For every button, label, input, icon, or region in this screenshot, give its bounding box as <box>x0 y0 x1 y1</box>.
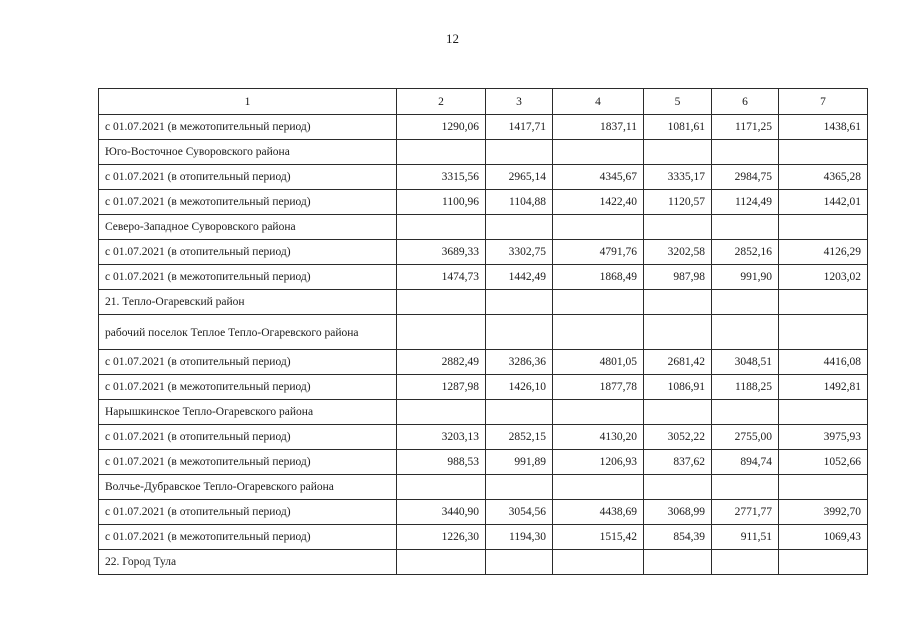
cell-value <box>397 140 486 165</box>
table-row <box>99 265 868 290</box>
cell-value: 1290,06 <box>397 115 486 140</box>
table-row <box>99 290 868 315</box>
cell-value <box>644 290 712 315</box>
cell-value: 3202,58 <box>644 240 712 265</box>
cell-value: 3068,99 <box>644 500 712 525</box>
cell-value: 2852,15 <box>486 425 553 450</box>
column-header: 1 <box>99 89 397 115</box>
cell-value <box>712 400 779 425</box>
cell-value: 1426,10 <box>486 375 553 400</box>
cell-value <box>779 290 868 315</box>
table-row <box>99 450 868 475</box>
cell-value: 854,39 <box>644 525 712 550</box>
cell-value <box>712 290 779 315</box>
tariff-table <box>98 88 868 575</box>
table-row <box>99 475 868 500</box>
cell-value: 3440,90 <box>397 500 486 525</box>
table-row <box>99 140 868 165</box>
cell-value <box>397 475 486 500</box>
cell-value <box>486 140 553 165</box>
cell-value: 1100,96 <box>397 190 486 215</box>
table-header-row <box>99 89 868 115</box>
cell-value <box>779 475 868 500</box>
cell-value <box>644 140 712 165</box>
cell-value <box>644 550 712 575</box>
cell-value <box>397 315 486 350</box>
cell-value <box>644 475 712 500</box>
cell-value: 4365,28 <box>779 165 868 190</box>
cell-value: 4438,69 <box>553 500 644 525</box>
table-row <box>99 350 868 375</box>
row-label: с 01.07.2021 (в межотопительный период) <box>99 450 397 475</box>
cell-value <box>779 215 868 240</box>
cell-value: 2882,49 <box>397 350 486 375</box>
cell-value <box>397 215 486 240</box>
table-row <box>99 190 868 215</box>
cell-value <box>397 550 486 575</box>
table-row <box>99 115 868 140</box>
cell-value: 1837,11 <box>553 115 644 140</box>
cell-value <box>397 290 486 315</box>
row-label: с 01.07.2021 (в межотопительный период) <box>99 375 397 400</box>
row-label: с 01.07.2021 (в межотопительный период) <box>99 190 397 215</box>
cell-value: 1877,78 <box>553 375 644 400</box>
cell-value: 1206,93 <box>553 450 644 475</box>
cell-value: 1442,49 <box>486 265 553 290</box>
row-label: с 01.07.2021 (в отопительный период) <box>99 165 397 190</box>
cell-value: 1417,71 <box>486 115 553 140</box>
cell-value: 2771,77 <box>712 500 779 525</box>
cell-value: 1081,61 <box>644 115 712 140</box>
cell-value: 2852,16 <box>712 240 779 265</box>
cell-value: 1171,25 <box>712 115 779 140</box>
row-label: Волчье-Дубравское Тепло-Огаревского района <box>99 475 397 500</box>
cell-value: 4130,20 <box>553 425 644 450</box>
cell-value: 2681,42 <box>644 350 712 375</box>
column-header: 4 <box>553 89 644 115</box>
row-label: 22. Город Тула <box>99 550 397 575</box>
cell-value <box>779 400 868 425</box>
cell-value: 1120,57 <box>644 190 712 215</box>
row-label: с 01.07.2021 (в межотопительный период) <box>99 115 397 140</box>
cell-value: 4801,05 <box>553 350 644 375</box>
cell-value: 1422,40 <box>553 190 644 215</box>
cell-value: 1287,98 <box>397 375 486 400</box>
cell-value <box>553 215 644 240</box>
cell-value: 2984,75 <box>712 165 779 190</box>
cell-value: 3054,56 <box>486 500 553 525</box>
cell-value: 4416,08 <box>779 350 868 375</box>
cell-value: 4345,67 <box>553 165 644 190</box>
column-header: 2 <box>397 89 486 115</box>
cell-value <box>486 315 553 350</box>
row-label: с 01.07.2021 (в отопительный период) <box>99 500 397 525</box>
row-label: 21. Тепло-Огаревский район <box>99 290 397 315</box>
cell-value: 1052,66 <box>779 450 868 475</box>
row-label: с 01.07.2021 (в отопительный период) <box>99 425 397 450</box>
row-label: Северо-Западное Суворовского района <box>99 215 397 240</box>
table-row <box>99 400 868 425</box>
cell-value <box>553 400 644 425</box>
cell-value <box>553 290 644 315</box>
cell-value <box>553 315 644 350</box>
column-header: 6 <box>712 89 779 115</box>
cell-value: 1194,30 <box>486 525 553 550</box>
cell-value: 3052,22 <box>644 425 712 450</box>
cell-value: 3992,70 <box>779 500 868 525</box>
table-row <box>99 240 868 265</box>
row-label: с 01.07.2021 (в межотопительный период) <box>99 265 397 290</box>
cell-value: 1188,25 <box>712 375 779 400</box>
cell-value: 1069,43 <box>779 525 868 550</box>
cell-value: 3302,75 <box>486 240 553 265</box>
table-row <box>99 425 868 450</box>
cell-value <box>779 315 868 350</box>
cell-value: 1226,30 <box>397 525 486 550</box>
cell-value: 3975,93 <box>779 425 868 450</box>
table-row <box>99 525 868 550</box>
table-body <box>99 89 868 575</box>
row-label: рабочий поселок Теплое Тепло-Огаревского района <box>99 315 397 350</box>
column-header: 7 <box>779 89 868 115</box>
cell-value: 837,62 <box>644 450 712 475</box>
cell-value: 1442,01 <box>779 190 868 215</box>
cell-value <box>779 550 868 575</box>
cell-value <box>644 215 712 240</box>
table-row <box>99 550 868 575</box>
cell-value <box>712 475 779 500</box>
cell-value <box>779 140 868 165</box>
cell-value: 1438,61 <box>779 115 868 140</box>
cell-value <box>397 400 486 425</box>
cell-value <box>712 215 779 240</box>
cell-value: 987,98 <box>644 265 712 290</box>
cell-value: 3689,33 <box>397 240 486 265</box>
cell-value <box>486 215 553 240</box>
column-header: 3 <box>486 89 553 115</box>
cell-value: 1086,91 <box>644 375 712 400</box>
cell-value: 3048,51 <box>712 350 779 375</box>
cell-value <box>486 475 553 500</box>
cell-value <box>712 550 779 575</box>
cell-value <box>712 140 779 165</box>
row-label: с 01.07.2021 (в отопительный период) <box>99 350 397 375</box>
table-row <box>99 165 868 190</box>
cell-value: 894,74 <box>712 450 779 475</box>
row-label: с 01.07.2021 (в межотопительный период) <box>99 525 397 550</box>
table-row <box>99 500 868 525</box>
cell-value: 1124,49 <box>712 190 779 215</box>
page-number: 12 <box>446 31 459 46</box>
cell-value <box>553 475 644 500</box>
cell-value <box>553 140 644 165</box>
cell-value <box>486 400 553 425</box>
column-header: 5 <box>644 89 712 115</box>
cell-value: 1474,73 <box>397 265 486 290</box>
cell-value <box>644 315 712 350</box>
cell-value: 2965,14 <box>486 165 553 190</box>
cell-value <box>553 550 644 575</box>
cell-value: 988,53 <box>397 450 486 475</box>
cell-value: 1868,49 <box>553 265 644 290</box>
row-label: Нарышкинское Тепло-Огаревского района <box>99 400 397 425</box>
cell-value <box>644 400 712 425</box>
cell-value: 991,90 <box>712 265 779 290</box>
cell-value: 911,51 <box>712 525 779 550</box>
cell-value: 3203,13 <box>397 425 486 450</box>
cell-value: 1203,02 <box>779 265 868 290</box>
cell-value <box>486 290 553 315</box>
cell-value: 3286,36 <box>486 350 553 375</box>
cell-value <box>486 550 553 575</box>
table-row <box>99 375 868 400</box>
cell-value: 1492,81 <box>779 375 868 400</box>
row-label: с 01.07.2021 (в отопительный период) <box>99 240 397 265</box>
table-row <box>99 315 868 350</box>
cell-value: 1515,42 <box>553 525 644 550</box>
row-label: Юго-Восточное Суворовского района <box>99 140 397 165</box>
cell-value: 4791,76 <box>553 240 644 265</box>
cell-value: 3315,56 <box>397 165 486 190</box>
cell-value: 991,89 <box>486 450 553 475</box>
cell-value: 4126,29 <box>779 240 868 265</box>
table-row <box>99 215 868 240</box>
cell-value: 1104,88 <box>486 190 553 215</box>
cell-value: 3335,17 <box>644 165 712 190</box>
cell-value: 2755,00 <box>712 425 779 450</box>
cell-value <box>712 315 779 350</box>
